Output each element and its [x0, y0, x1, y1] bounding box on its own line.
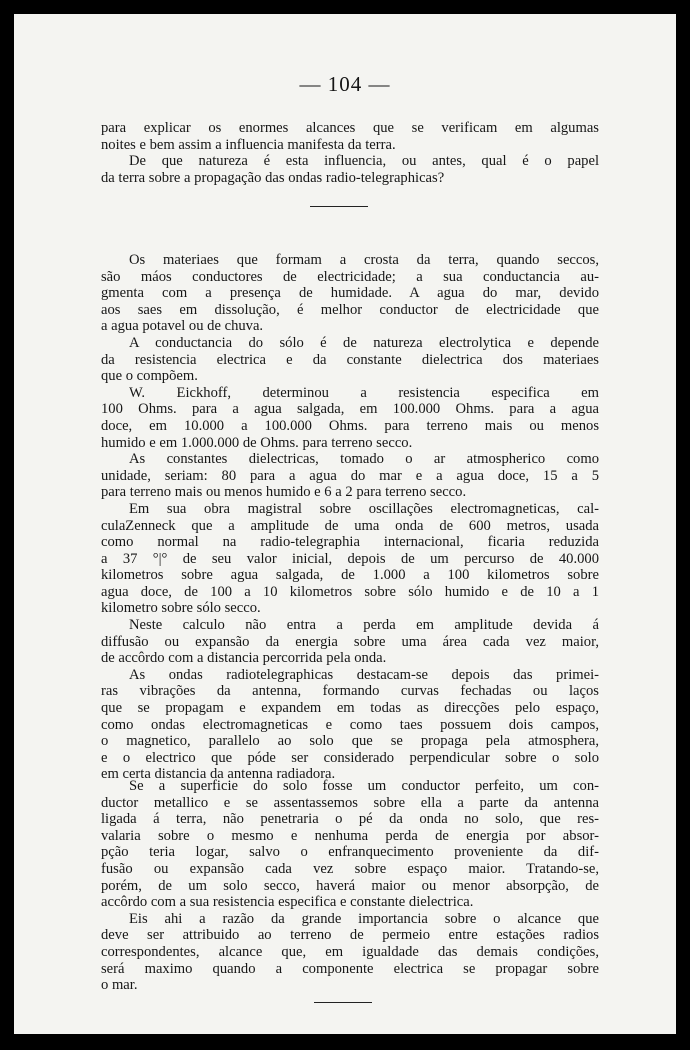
- text-line: porém, de um solo secco, haverá maior ou menor absorpção, de: [101, 877, 599, 894]
- section-divider: [310, 206, 368, 207]
- text-line: Se a superficie do solo fosse um conductor perfeito, um con-: [129, 778, 599, 794]
- text-line: que se propagam e expandem em todas as direcções pelo espaço,: [101, 700, 599, 717]
- text-line: gmenta com a presença de humidade. A agua do mar, devido: [101, 285, 599, 302]
- text-line: As constantes dielectricas, tomado o ar atmospherico como: [129, 451, 599, 468]
- text-line: A conductancia do sólo é de natureza electrolytica e depende: [129, 334, 599, 351]
- text-line: deve ser attribuido ao terreno de permeio entre estações radios: [101, 927, 599, 944]
- text-line: a 37 °|° de seu valor inicial, depois de um percurso de 40.000: [101, 550, 599, 567]
- text-line: 100 Ohms. para a agua salgada, em 100.000 Ohms. para a agua: [101, 401, 599, 418]
- text-line: para explicar os enormes alcances que se verificam em algumas: [101, 120, 599, 136]
- text-line: aos saes em dissolução, é melhor conductor de electricidade que: [101, 301, 599, 318]
- text-line: humido e em 1.000.000 de Ohms. para terreno secco.: [101, 434, 413, 451]
- text-line: como ondas electromagneticas e como taes possuem dois campos,: [101, 716, 599, 733]
- text-line: que o compõem.: [101, 368, 198, 385]
- text-line: culaZenneck que a amplitude de uma onda de 600 metros, usada: [101, 517, 599, 534]
- text-line: accôrdo com a sua resistencia especifica e constante dielectrica.: [101, 894, 474, 911]
- text-line: noites e bem assim a influencia manifesta da terra.: [101, 136, 396, 153]
- text-line: Os materiaes que formam a crosta da terra, quando seccos,: [129, 252, 599, 268]
- text-line: a agua potavel ou de chuva.: [101, 318, 264, 335]
- text-line: ras vibrações da antenna, formando curvas fechadas ou laços: [101, 683, 599, 700]
- text-line: em certa distancia da antenna radiadora.: [101, 766, 336, 783]
- text-line: valaria sobre o mesmo e nenhuma perda de energia por absor-: [101, 827, 599, 844]
- text-line: Eis ahi a razão da grande importancia sobre o alcance que: [129, 910, 599, 927]
- page-number: — 104 —: [299, 72, 391, 96]
- text-line: De que natureza é esta influencia, ou antes, qual é o papel: [129, 153, 599, 170]
- text-line: As ondas radiotelegraphicas destacam-se depois das primei-: [129, 666, 599, 683]
- text-line: unidade, seriam: 80 para a agua do mar e a agua doce, 15 a 5: [101, 467, 599, 484]
- text-line: Neste calculo não entra a perda em amplitude devida á: [129, 617, 599, 634]
- text-line: Em sua obra magistral sobre oscillações electromagneticas, cal-: [129, 500, 599, 517]
- text-line: da resistencia electrica e da constante dielectrica dos materiaes: [101, 351, 599, 368]
- text-line: kilometros sobre agua salgada, de 1.000 a 100 kilometros sobre: [101, 567, 599, 584]
- text-line: de accôrdo com a distancia percorrida pela onda.: [101, 650, 387, 667]
- text-line: agua doce, de 100 a 10 kilometros sobre sólo humido e de 10 a 1: [101, 583, 599, 600]
- text-line: diffusão ou expansão da energia sobre uma área cada vez maior,: [101, 633, 599, 650]
- text-line: kilometro sobre sólo secco.: [101, 600, 261, 617]
- text-line: fusão ou expansão cada vez sobre espaço maior. Tratando-se,: [101, 860, 599, 877]
- text-line: da terra sobre a propagação das ondas radio-telegraphicas?: [101, 169, 445, 186]
- body-paragraphs: [101, 252, 599, 783]
- text-line: ligada á terra, não penetraria o pé da onda no solo, que res-: [101, 811, 599, 828]
- text-line: pção teria logar, salvo o enfranquecimento proveniente da dif-: [101, 844, 599, 861]
- intro-paragraphs: [101, 120, 599, 186]
- text-line: como normal na radio-telegraphia internacional, ficaria reduzida: [101, 534, 599, 551]
- document-page: [14, 14, 676, 1034]
- text-line: o mar.: [101, 977, 138, 994]
- text-line: W. Eickhoff, determinou a resistencia especifica em: [129, 384, 599, 401]
- final-paragraphs: [101, 778, 599, 994]
- text-line: o magnetico, parallelo ao solo que se propaga pela atmosphera,: [101, 733, 599, 750]
- text-line: e o electrico que póde ser considerado perpendicular sobre o solo: [101, 749, 599, 766]
- text-line: para terreno mais ou menos humido e 6 a 2 para terreno secco.: [101, 484, 467, 501]
- end-divider: [314, 1002, 372, 1003]
- text-line: ductor metallico e se assentassemos sobre ella a parte da antenna: [101, 794, 599, 811]
- text-line: correspondentes, alcance que, em igualdade das demais condições,: [101, 943, 599, 960]
- text-line: são máos conductores de electricidade; a sua conductancia au-: [101, 268, 599, 285]
- text-line: doce, em 10.000 a 100.000 Ohms. para terreno mais ou menos: [101, 417, 599, 434]
- text-line: será maximo quando a componente electrica se propagar sobre: [101, 960, 599, 977]
